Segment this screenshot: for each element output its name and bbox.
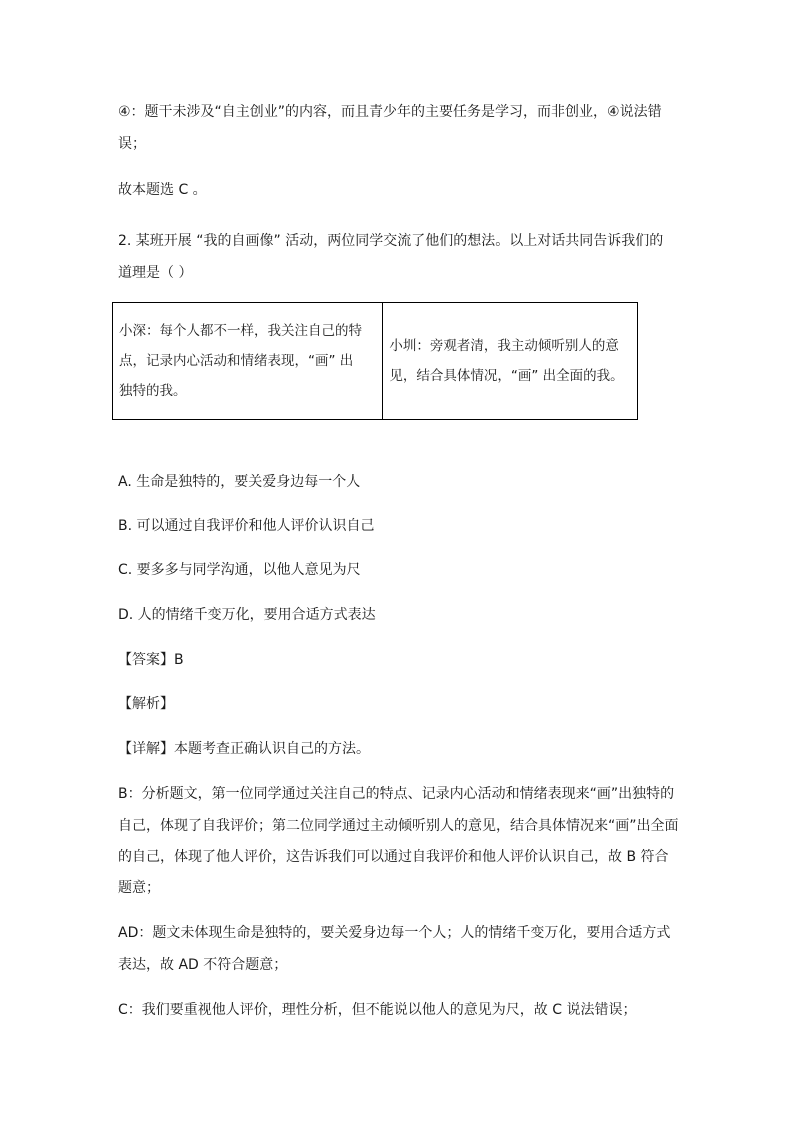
analysis-label: 【解析】 [118,696,174,712]
dialogue-right-line: 小圳：旁观者清，我主动倾听别人的意 [389,338,619,354]
analysis-item4-line2: 误； [118,136,146,152]
analysis-ad-line: AD：题文未体现生命是独特的，要关爱身边每一个人；人的情绪千变万化，要用合适方式 [118,925,671,941]
analysis-conclusion: 故本题选 C 。 [118,182,207,198]
answer-label: 【答案】B [118,652,184,668]
dialogue-left-line: 点，记录内心活动和情绪表现，“画” 出 [119,353,354,369]
option-b: B. 可以通过自我评价和他人评价认识自己 [118,518,375,534]
option-a: A. 生命是独特的，要关爱身边每一个人 [118,474,361,490]
dialogue-table [112,302,638,420]
analysis-b-line: B：分析题文，第一位同学通过关注自己的特点、记录内心活动和情绪表现来“画”出独特的 [118,786,675,802]
analysis-b-line: 的自己，体现了他人评价，这告诉我们可以通过自我评价和他人评价认识自己，故 B 符合 [118,849,669,865]
analysis-b-line: 自己，体现了自我评价；第二位同学通过主动倾听别人的意见，结合具体情况来“画”出全面 [118,818,679,834]
analysis-item4-line1: ④：题干未涉及“自主创业”的内容，而且青少年的主要任务是学习，而非创业，④说法错 [118,104,662,120]
question-stem-line2: 道理是（ ） [118,265,193,281]
dialogue-right-line: 见，结合具体情况，“画” 出全面的我。 [389,368,624,384]
dialogue-cell-xiaozhen [383,303,638,420]
analysis-ad-line: 表达，故 AD 不符合题意； [118,957,288,973]
dialogue-cell-xiaoshen [113,303,383,420]
dialogue-left-line: 独特的我。 [119,383,187,399]
analysis-c-line: C：我们要重视他人评价，理性分析，但不能说以他人的意见为尺，故 C 说法错误； [118,1002,637,1018]
analysis-b-line: 题意； [118,880,160,896]
detail-line: 【详解】本题考查正确认识自己的方法。 [118,741,370,757]
option-c: C. 要多多与同学沟通，以他人意见为尺 [118,562,361,578]
dialogue-left-line: 小深：每个人都不一样，我关注自己的特 [119,323,362,339]
question-stem-line1: 2. 某班开展 “我的自画像” 活动，两位同学交流了他们的想法。以上对话共同告诉我们的 [118,233,664,249]
option-d: D. 人的情绪千变万化，要用合适方式表达 [118,607,376,623]
